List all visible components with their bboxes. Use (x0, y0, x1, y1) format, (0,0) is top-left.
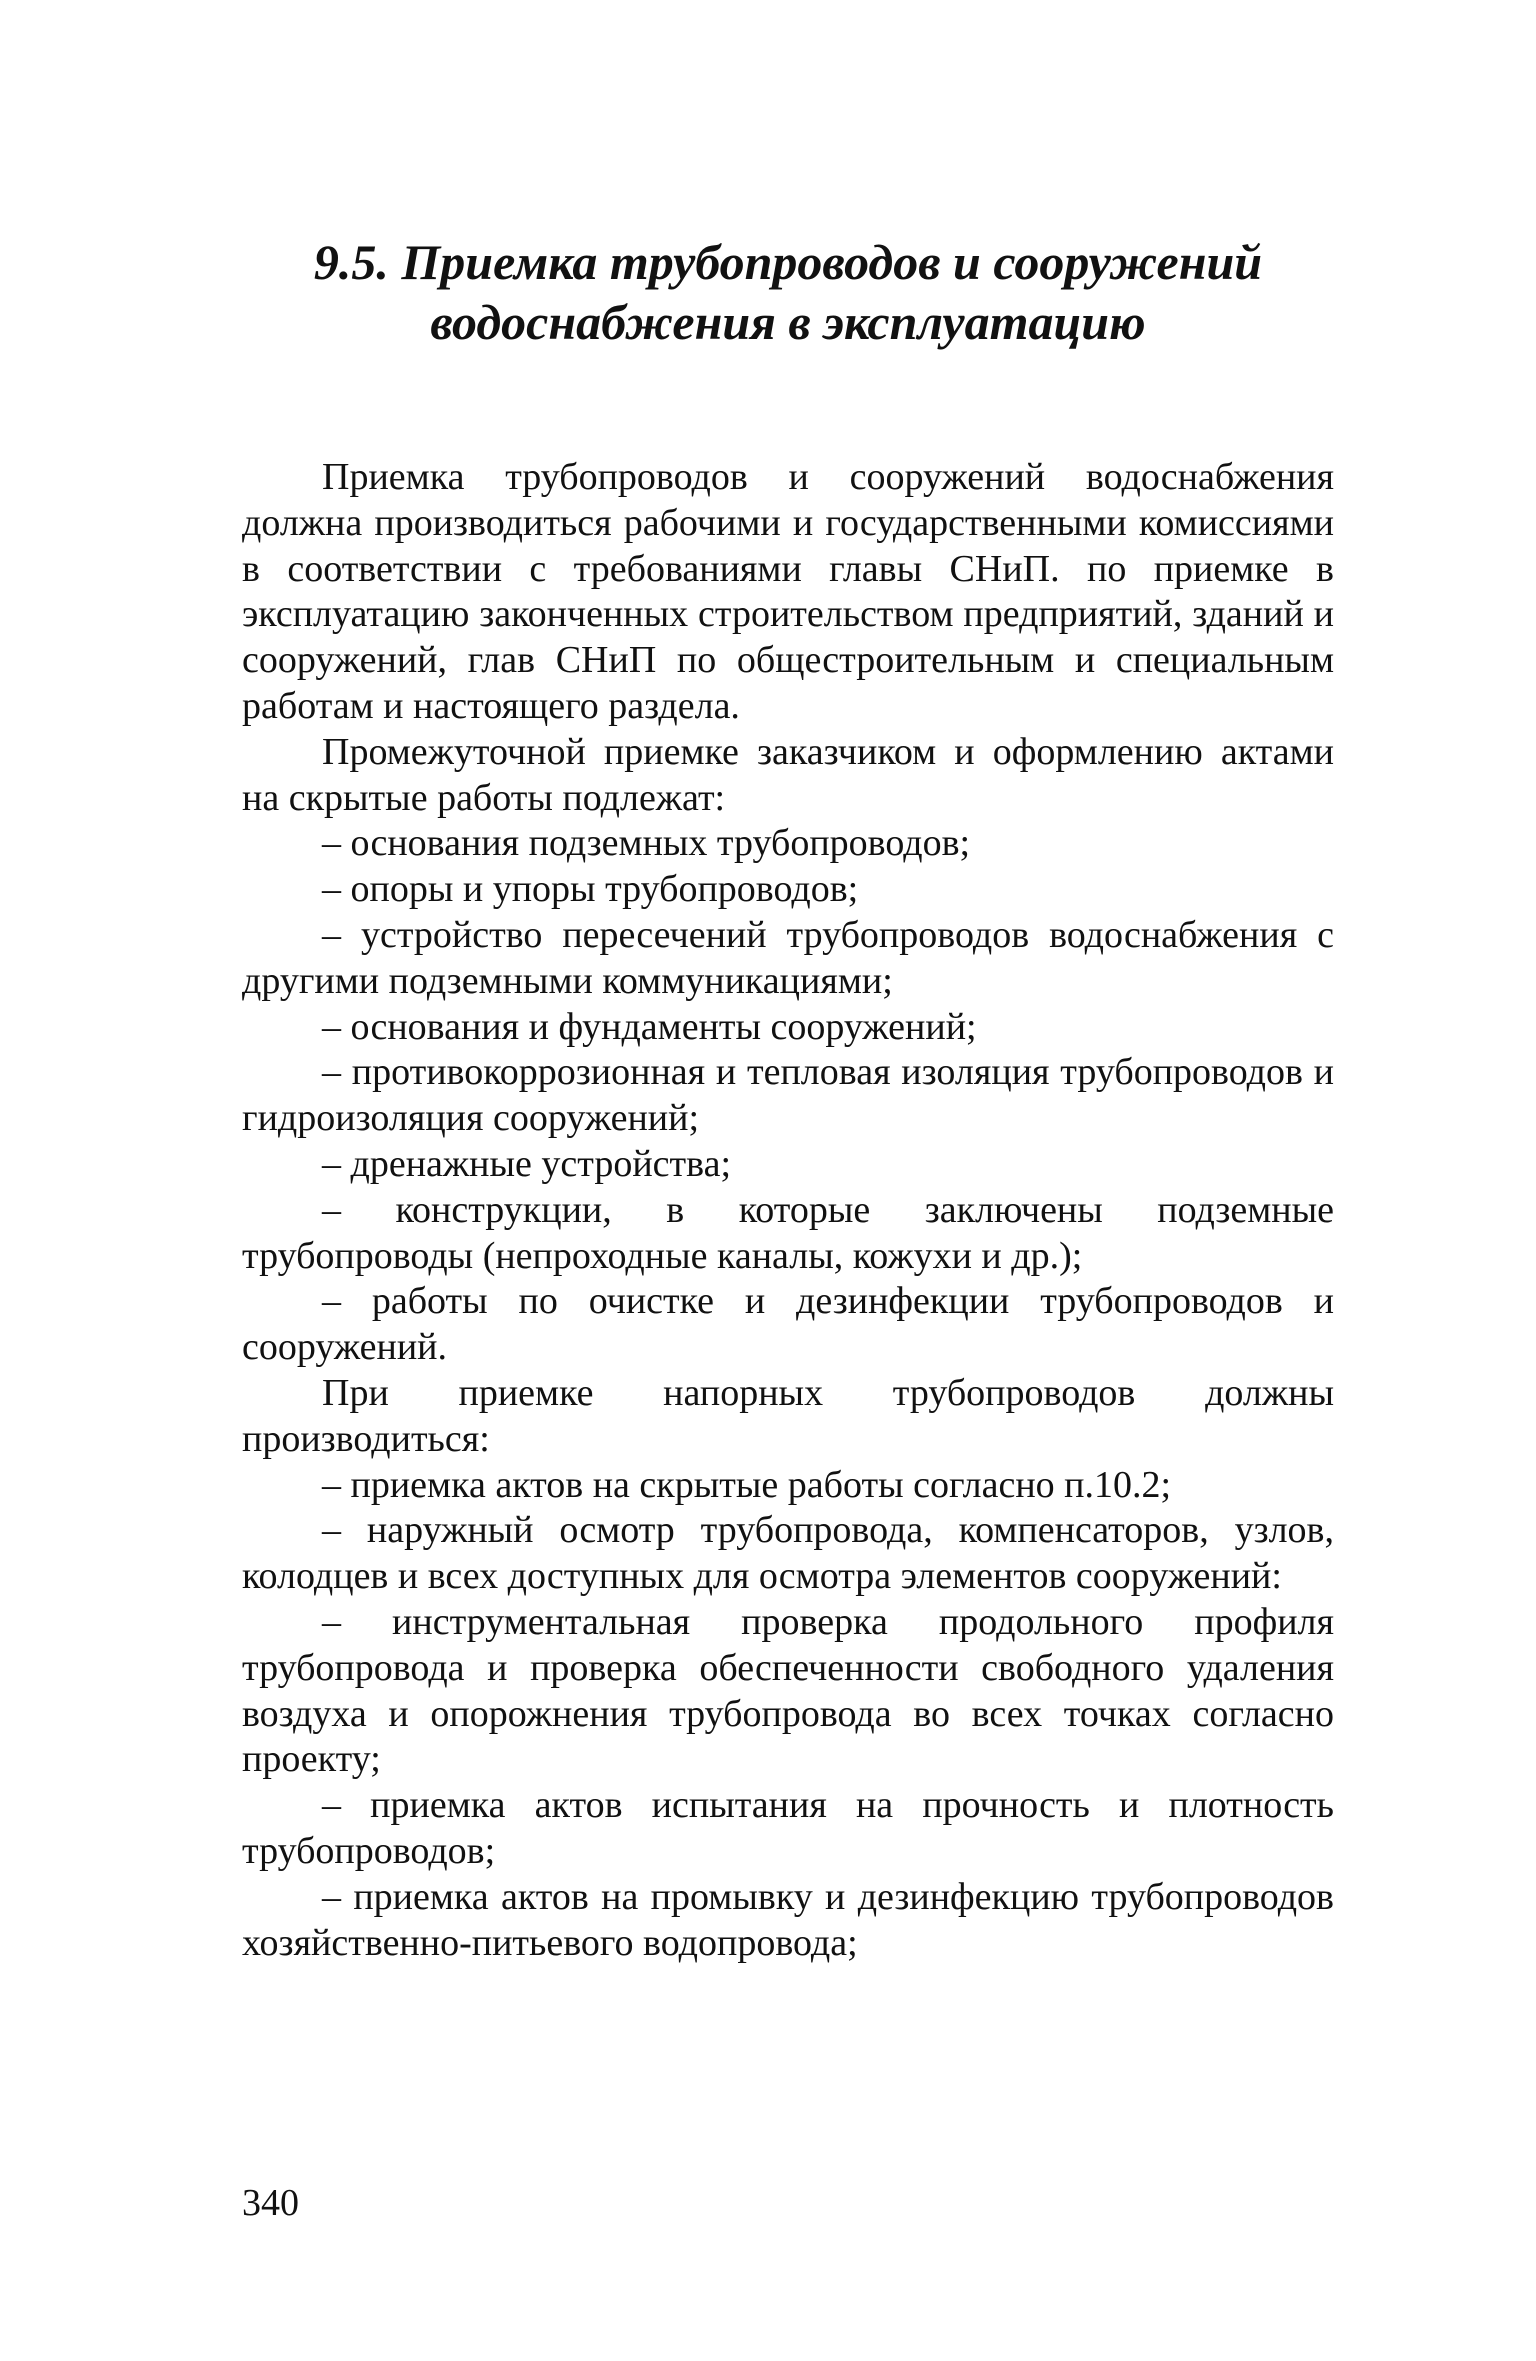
list-item: – приемка актов испытания на прочность и плотность трубопроводов; (242, 1784, 1334, 1872)
paragraph-intro: Приемка трубопроводов и сооружений водоснабжения должна производиться рабочими и государственными комиссиями в соответствии с требованиями главы СНиП. по приемке в эксплуатацию законченных строительством предприятий, зданий и сооружений, глав СНиП по общестроительным и специальным работам и настоящего раздела. (242, 456, 1334, 727)
list-item: – противокоррозионная и тепловая изоляция трубопроводов и гидроизоляция сооружений; (242, 1051, 1334, 1140)
list-item: – опоры и упоры трубопроводов; (322, 868, 859, 911)
paragraph-intermediate-acceptance: Промежуточной приемке заказчиком и оформлению актами на скрытые работы подлежат: (242, 730, 1334, 819)
page-number: 340 (242, 2182, 299, 2224)
list-item: – наружный осмотр трубопровода, компенсаторов, узлов, колодцев и всех доступных для осмотра элементов сооружений: (242, 1509, 1334, 1598)
section-heading (240, 232, 1336, 352)
list-item: – основания подземных трубопроводов; (322, 822, 971, 865)
section-heading-line-2: водоснабжения в эксплуатацию (430, 294, 1146, 350)
paragraph-pressure-pipelines: При приемке напорных трубопроводов должны производиться: (242, 1371, 1334, 1460)
list-item: – приемка актов на промывку и дезинфекцию трубопроводов хозяйственно-питьевого водопровода; (242, 1875, 1334, 1964)
list-item: – дренажные устройства; (322, 1142, 732, 1185)
list-item: – конструкции, в которые заключены подземные трубопроводы (непроходные каналы, кожухи и др.); (242, 1188, 1334, 1277)
list-item: – устройство пересечений трубопроводов водоснабжения с другими подземными коммуникациями; (242, 913, 1334, 1002)
body-text (242, 455, 1334, 1966)
section-heading-line-1: 9.5. Приемка трубопроводов и сооружений (313, 234, 1263, 290)
list-item: – приемка актов на скрытые работы согласно п.10.2; (322, 1463, 1172, 1506)
list-item: – работы по очистке и дезинфекции трубопроводов и сооружений. (242, 1280, 1334, 1369)
list-item: – инструментальная проверка продольного профиля трубопровода и проверка обеспеченности свободного удаления воздуха и опорожнения трубопровода во всех точках согласно проекту; (242, 1600, 1334, 1781)
list-item: – основания и фундаменты сооружений; (322, 1005, 977, 1048)
